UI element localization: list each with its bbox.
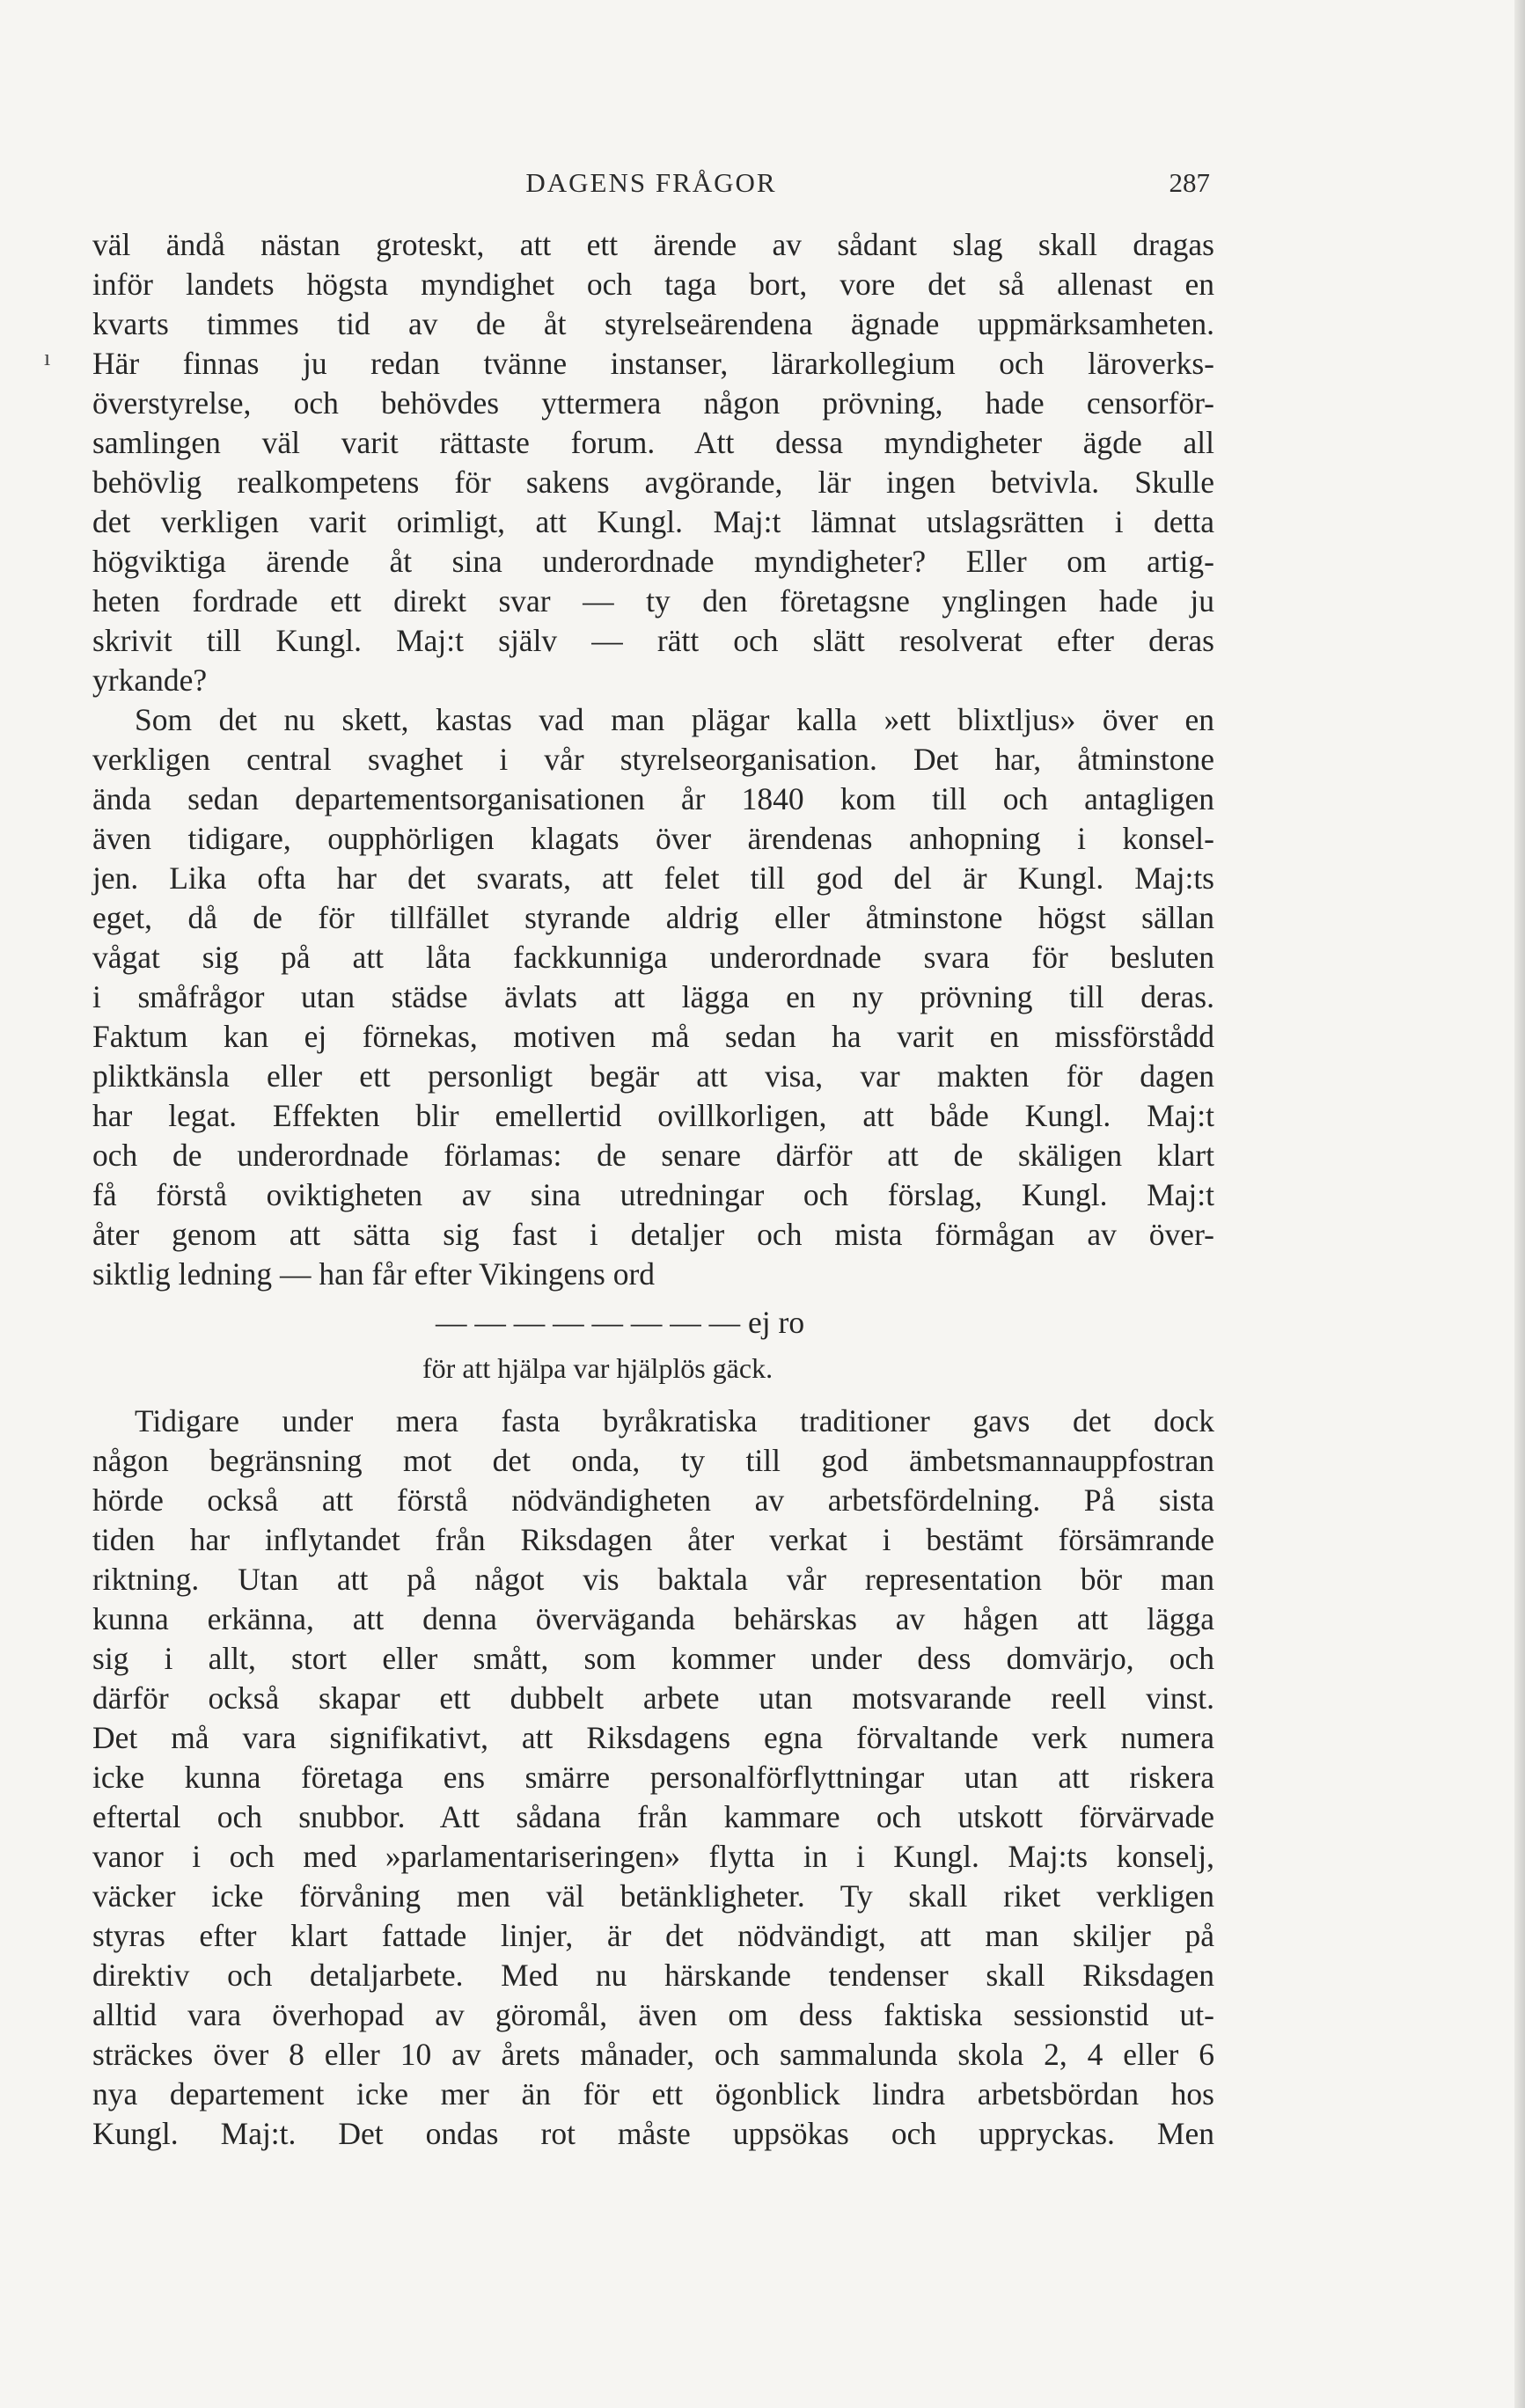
text-line: ända sedan departementsorganisationen år 1840 kom till och antagligen	[92, 781, 1214, 816]
text-line: kunna erkänna, att denna överväganda behärskas av hågen att lägga	[92, 1601, 1214, 1636]
running-title: DAGENS FRÅGOR	[525, 167, 777, 198]
page-number: 287	[1169, 167, 1210, 198]
text-line: Det må vara signifikativt, att Riksdagens egna förvaltande verk numera	[92, 1720, 1214, 1755]
text-line: eftertal och snubbor. Att sådana från kammare och utskott förvärvade	[92, 1799, 1214, 1834]
text-line: nya departement icke mer än för ett ögonblick lindra arbetsbördan hos	[92, 2076, 1214, 2112]
text-line: eget, då de för tillfället styrande aldrig eller åtminstone högst sällan	[92, 900, 1214, 935]
verse-quote	[92, 1294, 1214, 1402]
text-line: någon begränsning mot det onda, ty till god ämbetsmannauppfostran	[92, 1443, 1214, 1478]
text-line: siktlig ledning — han får efter Vikingens ord	[92, 1256, 656, 1292]
text-line: heten fordrade ett direkt svar — ty den företagsne ynglingen hade ju	[92, 583, 1214, 618]
text-line: Här finnas ju redan tvänne instanser, lärarkollegium och läroverks-	[92, 346, 1214, 381]
page-edge-shadow	[1514, 0, 1525, 2408]
paragraph-2	[92, 700, 1214, 1294]
text-line: pliktkänsla eller ett personligt begär att visa, var makten för dagen	[92, 1058, 1214, 1094]
text-line: alltid vara överhopad av göromål, även om dess faktiska sessionstid ut-	[92, 1997, 1214, 2032]
page-header	[92, 167, 1210, 220]
verse-line-1: — — — — — — — — ej ro	[436, 1305, 805, 1340]
text-line: därför också skapar ett dubbelt arbete utan motsvarande reell vinst.	[92, 1680, 1214, 1716]
text-line: jen. Lika ofta har det svarats, att felet till god del är Kungl. Maj:ts	[92, 860, 1214, 896]
text-line: samlingen väl varit rättaste forum. Att dessa myndigheter ägde all	[92, 425, 1214, 460]
text-line: även tidigare, oupphörligen klagats över ärendenas anhopning i konsel-	[92, 821, 1214, 856]
text-line: det verkligen varit orimligt, att Kungl. Maj:t lämnat utslagsrätten i detta	[92, 504, 1214, 539]
text-line: tiden har inflytandet från Riksdagen åter verkat i bestämt försämrande	[92, 1522, 1214, 1557]
text-line: Som det nu skett, kastas vad man plägar kalla »ett blixtljus» över en	[135, 702, 1214, 737]
text-line: icke kunna företaga ens smärre personalförflyttningar utan att riskera	[92, 1760, 1214, 1795]
text-line: inför landets högsta myndighet och taga bort, vore det så allenast en	[92, 267, 1214, 302]
text-line: Faktum kan ej förnekas, motiven må sedan ha varit en missförstådd	[92, 1019, 1214, 1054]
text-line: vanor i och med »parlamentariseringen» flytta in i Kungl. Maj:ts konselj,	[92, 1839, 1214, 1874]
text-line: yrkande?	[92, 662, 208, 698]
paragraph-3	[92, 1402, 1214, 2154]
text-line: Tidigare under mera fasta byråkratiska traditioner gavs det dock	[135, 1403, 1214, 1438]
text-line: styras efter klart fattade linjer, är det nödvändigt, att man skiljer på	[92, 1918, 1214, 1953]
text-line: i småfrågor utan städse ävlats att lägga en ny prövning till deras.	[92, 979, 1214, 1014]
text-line: behövlig realkompetens för sakens avgörande, lär ingen betvivla. Skulle	[92, 465, 1214, 500]
text-line: kvarts timmes tid av de åt styrelseärendena ägnade uppmärksamheten.	[92, 306, 1214, 341]
text-line: sträckes över 8 eller 10 av årets månader, och sammalunda skola 2, 4 eller 6	[92, 2037, 1214, 2072]
text-line: få förstå oviktigheten av sina utredningar och förslag, Kungl. Maj:t	[92, 1177, 1214, 1212]
text-line: direktiv och detaljarbete. Med nu härskande tendenser skall Riksdagen	[92, 1958, 1214, 1993]
text-line: väl ändå nästan groteskt, att ett ärende av sådant slag skall dragas	[92, 227, 1214, 262]
text-line: verkligen central svaghet i vår styrelseorganisation. Det har, åtminstone	[92, 742, 1214, 777]
text-line: åter genom att sätta sig fast i detaljer och mista förmågan av över-	[92, 1217, 1214, 1252]
text-line: väcker icke förvåning men väl betänkligheter. Ty skall riket verkligen	[92, 1878, 1214, 1914]
text-line: vågat sig på att låta fackkunniga underordnade svara för besluten	[92, 940, 1214, 975]
text-line: sig i allt, stort eller smått, som kommer under dess domvärjo, och	[92, 1641, 1214, 1676]
verse-line-2: för att hjälpa var hjälplös gäck.	[422, 1352, 773, 1384]
text-line: högviktiga ärende åt sina underordnade myndigheter? Eller om artig-	[92, 544, 1214, 579]
body-text	[92, 225, 1214, 2154]
text-line: riktning. Utan att på något vis baktala vår representation bör man	[92, 1562, 1214, 1597]
paragraph-1	[92, 225, 1214, 700]
text-line: Kungl. Maj:t. Det ondas rot måste uppsökas och uppryckas. Men	[92, 2116, 1214, 2151]
text-line: hörde också att förstå nödvändigheten av arbetsfördelning. På sista	[92, 1482, 1214, 1518]
text-line: överstyrelse, och behövdes yttermera någon prövning, hade censorför-	[92, 385, 1214, 421]
margin-mark: ı	[44, 345, 51, 370]
text-line: och de underordnade förlamas: de senare därför att de skäligen klart	[92, 1138, 1214, 1173]
text-line: skrivit till Kungl. Maj:t själv — rätt och slätt resolverat efter deras	[92, 623, 1214, 658]
text-line: har legat. Effekten blir emellertid ovillkorligen, att både Kungl. Maj:t	[92, 1098, 1214, 1133]
